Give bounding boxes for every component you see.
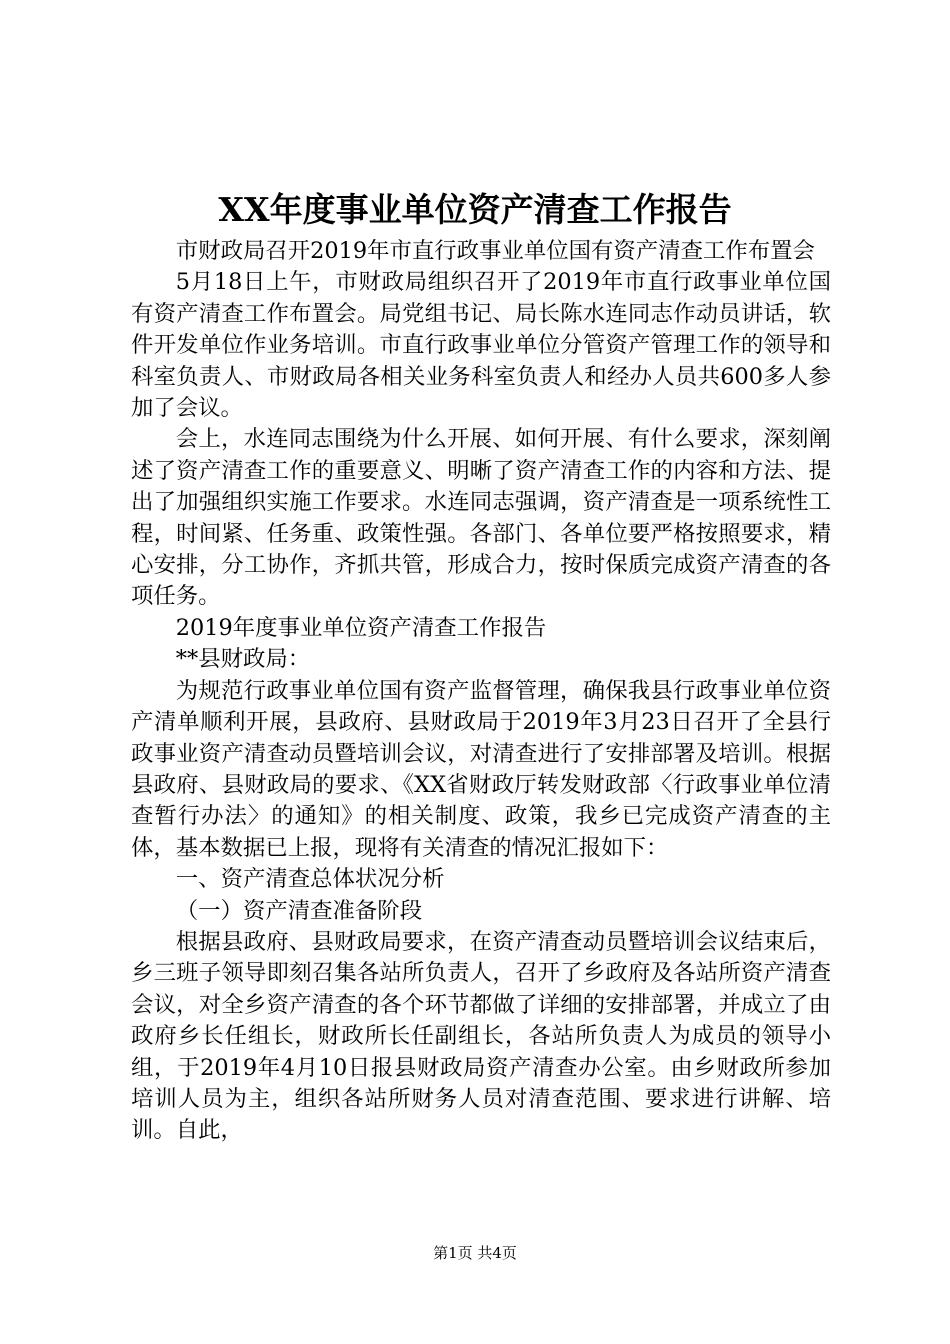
document-title: XX年度事业单位资产清查工作报告 [218, 190, 732, 229]
paragraph: **县财政局： [175, 646, 311, 673]
paragraph: 为规范行政事业单位国有资产监督管理，确保我县行政事业单位资产清单顺利开展，县政府、县财政局于2019年3月23日召开了全县行政事业资产清查动员暨培训会议，对清查进行了安排部署及培训。根据县政府、县财政局的要求、《XX省财政厅转发财政部〈行政事业单位清查暂行办法〉的通知》的相关制度、政策，我乡已完成资产清查的主体，基本数据已上报，现将有关清查的情况汇报如下： [131, 677, 831, 861]
paragraph: 5月18日上午，市财政局组织召开了2019年市直行政事业单位国有资产清查工作布置会。局党组书记、局长陈水连同志作动员讲话，软件开发单位作业务培训。市直行政事业单位分管资产管理工作的领导和科室负责人、市财政局各相关业务科室负责人和经办人员共600多人参加了会议。 [131, 269, 831, 422]
paragraph: 市财政局召开2019年市直行政事业单位国有资产清查工作布置会 [175, 238, 815, 264]
document-body [131, 236, 831, 1147]
page-total: 共4页 [477, 1244, 517, 1262]
page-footer [0, 1243, 950, 1263]
paragraph: 2019年度事业单位资产清查工作报告 [175, 614, 547, 641]
section-heading: 一、资产清查总体状况分析 [175, 866, 445, 893]
paragraph: 会上，水连同志围绕为什么开展、如何开展、有什么要求，深刻阐述了资产清查工作的重要意义、明晰了资产清查工作的内容和方法、提出了加强组织实施工作要求。水连同志强调，资产清查是一项系统性工程，时间紧、任务重、政策性强。各部门、各单位要严格按照要求，精心安排，分工协作，齐抓共管，形成合力，按时保质完成资产清查的各项任务。 [131, 426, 831, 610]
paragraph: 根据县政府、县财政局要求，在资产清查动员暨培训会议结束后，乡三班子领导即刻召集各站所负责人，召开了乡政府及各站所资产清查会议，对全乡资产清查的各个环节都做了详细的安排部署，并成立了由政府乡长任组长，财政所长任副组长，各站所负责人为成员的领导小组，于2019年4月10日报县财政局资产清查办公室。由乡财政所参加培训人员为主，组织各站所财务人员对清查范围、要求进行讲解、培训。自此， [131, 928, 831, 1144]
page-number: 第1页 [433, 1244, 473, 1262]
subsection-heading: （一）资产清查准备阶段 [175, 897, 423, 924]
